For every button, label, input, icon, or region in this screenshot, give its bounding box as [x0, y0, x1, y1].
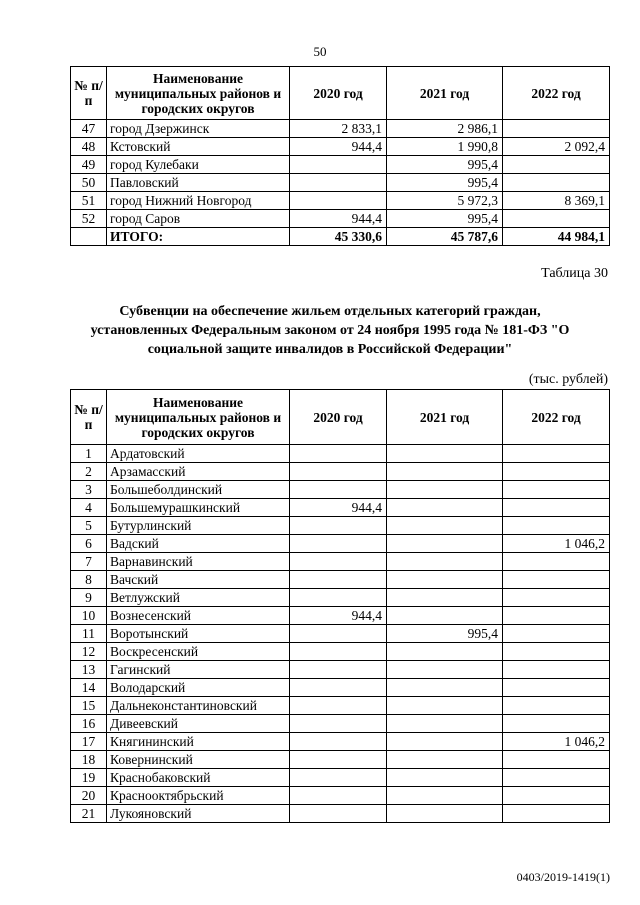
row-name: Павловский: [107, 174, 290, 192]
value-2020: [290, 517, 387, 535]
header-2020: 2020 год: [290, 67, 387, 120]
header-2022: 2022 год: [503, 390, 610, 445]
value-2020: [290, 156, 387, 174]
value-2020: [290, 697, 387, 715]
value-2022: [503, 715, 610, 733]
value-2022: [503, 769, 610, 787]
value-2020: [290, 787, 387, 805]
value-2021: [387, 661, 503, 679]
row-number: 6: [71, 535, 107, 553]
value-2020: [290, 589, 387, 607]
value-2022: [503, 751, 610, 769]
value-2022: [503, 120, 610, 138]
value-2022: 1 046,2: [503, 535, 610, 553]
value-2021: [387, 499, 503, 517]
value-2022: [503, 571, 610, 589]
value-2021: [387, 715, 503, 733]
header-num: № п/п: [71, 67, 107, 120]
row-name: Большеболдинский: [107, 481, 290, 499]
table-row: [71, 517, 610, 535]
row-number: 11: [71, 625, 107, 643]
value-2020: [290, 625, 387, 643]
row-name: Гагинский: [107, 661, 290, 679]
row-name: город Саров: [107, 210, 290, 228]
row-number: 15: [71, 697, 107, 715]
table-row: [71, 210, 610, 228]
value-2020: [290, 733, 387, 751]
table-row: [71, 138, 610, 156]
value-2020: 944,4: [290, 607, 387, 625]
value-2020: 944,4: [290, 138, 387, 156]
row-number: 19: [71, 769, 107, 787]
row-number: 4: [71, 499, 107, 517]
table-row: [71, 589, 610, 607]
table-row: [71, 553, 610, 571]
value-2020: [290, 535, 387, 553]
table-row: [71, 499, 610, 517]
value-2022: [503, 156, 610, 174]
header-2021: 2021 год: [387, 390, 503, 445]
value-2021: [387, 589, 503, 607]
value-2020: [290, 481, 387, 499]
value-2022: [503, 210, 610, 228]
table-row: [71, 661, 610, 679]
row-number: 52: [71, 210, 107, 228]
table-row: [71, 697, 610, 715]
value-2020: [290, 751, 387, 769]
table-row: [71, 156, 610, 174]
table-label: Таблица 30: [541, 266, 608, 281]
row-number: 18: [71, 751, 107, 769]
row-name: город Нижний Новгород: [107, 192, 290, 210]
value-2020: [290, 679, 387, 697]
value-2021: [387, 535, 503, 553]
value-2021: [387, 643, 503, 661]
table-caption: Субвенции на обеспечение жильем отдельных категорий граждан, установленных Федеральным законом от 24 ноября 1995 года № 181-ФЗ "О социальной защите инвалидов в Российской Федерации": [90, 304, 570, 357]
row-number: 21: [71, 805, 107, 823]
value-2022: 2 092,4: [503, 138, 610, 156]
value-2022: [503, 553, 610, 571]
header-2020: 2020 год: [290, 390, 387, 445]
value-2020: 944,4: [290, 499, 387, 517]
value-2021: 2 986,1: [387, 120, 503, 138]
value-2022: [503, 661, 610, 679]
table-row: [71, 805, 610, 823]
value-2021: [387, 517, 503, 535]
value-2022: [503, 643, 610, 661]
value-2021: 1 990,8: [387, 138, 503, 156]
table-row: [71, 174, 610, 192]
table-body: [71, 445, 610, 823]
table-row: [71, 481, 610, 499]
allocation-table-continued: [70, 66, 610, 246]
value-2020: [290, 174, 387, 192]
total-2022: 44 984,1: [503, 228, 610, 246]
units-label: (тыс. рублей): [528, 372, 608, 387]
table-row: [71, 445, 610, 463]
value-2021: 995,4: [387, 156, 503, 174]
value-2022: [503, 517, 610, 535]
row-number: 20: [71, 787, 107, 805]
row-name: Арзамасский: [107, 463, 290, 481]
table-row: [71, 607, 610, 625]
value-2020: [290, 463, 387, 481]
value-2020: 944,4: [290, 210, 387, 228]
row-name: Большемурашкинский: [107, 499, 290, 517]
value-2020: [290, 805, 387, 823]
row-number: 14: [71, 679, 107, 697]
value-2020: [290, 553, 387, 571]
table-row: [71, 463, 610, 481]
value-2021: 995,4: [387, 210, 503, 228]
row-number: 3: [71, 481, 107, 499]
value-2021: [387, 553, 503, 571]
total-2020: 45 330,6: [290, 228, 387, 246]
value-2021: 995,4: [387, 174, 503, 192]
row-name: Кстовский: [107, 138, 290, 156]
row-name: Краснобаковский: [107, 769, 290, 787]
row-number: 2: [71, 463, 107, 481]
total-num-cell: [71, 228, 107, 246]
value-2020: [290, 643, 387, 661]
value-2022: [503, 679, 610, 697]
row-number: 8: [71, 571, 107, 589]
table-header-row: [71, 390, 610, 445]
table-row: [71, 625, 610, 643]
value-2021: 995,4: [387, 625, 503, 643]
row-number: 50: [71, 174, 107, 192]
row-number: 47: [71, 120, 107, 138]
value-2021: [387, 697, 503, 715]
table-row: [71, 733, 610, 751]
row-number: 13: [71, 661, 107, 679]
subvention-table: [70, 389, 610, 823]
row-name: Дальнеконстантиновский: [107, 697, 290, 715]
value-2021: [387, 787, 503, 805]
value-2022: [503, 174, 610, 192]
row-number: 49: [71, 156, 107, 174]
row-name: Воротынский: [107, 625, 290, 643]
row-number: 17: [71, 733, 107, 751]
header-2021: 2021 год: [387, 67, 503, 120]
row-name: город Кулебаки: [107, 156, 290, 174]
value-2021: 5 972,3: [387, 192, 503, 210]
row-number: 5: [71, 517, 107, 535]
value-2022: [503, 607, 610, 625]
document-code: 0403/2019-1419(1): [516, 870, 610, 884]
value-2022: [503, 463, 610, 481]
row-name: Володарский: [107, 679, 290, 697]
value-2022: [503, 787, 610, 805]
total-2021: 45 787,6: [387, 228, 503, 246]
table-row: [71, 535, 610, 553]
table-body: [71, 120, 610, 228]
row-name: Ветлужский: [107, 589, 290, 607]
table-header-row: [71, 67, 610, 120]
row-name: Дивеевский: [107, 715, 290, 733]
row-name: Бутурлинский: [107, 517, 290, 535]
total-label: ИТОГО:: [107, 228, 290, 246]
row-name: Варнавинский: [107, 553, 290, 571]
value-2021: [387, 733, 503, 751]
value-2022: [503, 445, 610, 463]
value-2021: [387, 805, 503, 823]
row-name: Ардатовский: [107, 445, 290, 463]
total-row: [71, 228, 610, 246]
value-2021: [387, 751, 503, 769]
value-2021: [387, 607, 503, 625]
row-name: город Дзержинск: [107, 120, 290, 138]
row-name: Краснооктябрьский: [107, 787, 290, 805]
table-row: [71, 120, 610, 138]
row-number: 16: [71, 715, 107, 733]
value-2020: 2 833,1: [290, 120, 387, 138]
table-row: [71, 643, 610, 661]
table-row: [71, 571, 610, 589]
value-2022: [503, 805, 610, 823]
value-2022: [503, 481, 610, 499]
value-2021: [387, 481, 503, 499]
value-2021: [387, 463, 503, 481]
row-name: Воскресенский: [107, 643, 290, 661]
row-name: Княгининский: [107, 733, 290, 751]
header-num: № п/п: [71, 390, 107, 445]
value-2021: [387, 571, 503, 589]
value-2021: [387, 445, 503, 463]
row-number: 51: [71, 192, 107, 210]
value-2022: [503, 625, 610, 643]
value-2020: [290, 769, 387, 787]
row-number: 1: [71, 445, 107, 463]
value-2021: [387, 679, 503, 697]
row-number: 12: [71, 643, 107, 661]
value-2022: [503, 499, 610, 517]
value-2022: [503, 697, 610, 715]
table-row: [71, 192, 610, 210]
value-2020: [290, 715, 387, 733]
row-number: 10: [71, 607, 107, 625]
header-2022: 2022 год: [503, 67, 610, 120]
value-2020: [290, 661, 387, 679]
row-name: Вачский: [107, 571, 290, 589]
value-2022: 8 369,1: [503, 192, 610, 210]
table-row: [71, 715, 610, 733]
value-2020: [290, 571, 387, 589]
header-name: Наименование муниципальных районов и городских округов: [107, 390, 290, 445]
table-row: [71, 751, 610, 769]
row-name: Лукояновский: [107, 805, 290, 823]
table-row: [71, 679, 610, 697]
row-number: 48: [71, 138, 107, 156]
row-number: 7: [71, 553, 107, 571]
row-name: Ковернинский: [107, 751, 290, 769]
row-number: 9: [71, 589, 107, 607]
table-row: [71, 769, 610, 787]
row-name: Вадский: [107, 535, 290, 553]
table-row: [71, 787, 610, 805]
header-name: Наименование муниципальных районов и городских округов: [107, 67, 290, 120]
page-number: 50: [313, 44, 327, 59]
row-name: Вознесенский: [107, 607, 290, 625]
value-2022: 1 046,2: [503, 733, 610, 751]
value-2020: [290, 192, 387, 210]
value-2020: [290, 445, 387, 463]
value-2022: [503, 589, 610, 607]
value-2021: [387, 769, 503, 787]
